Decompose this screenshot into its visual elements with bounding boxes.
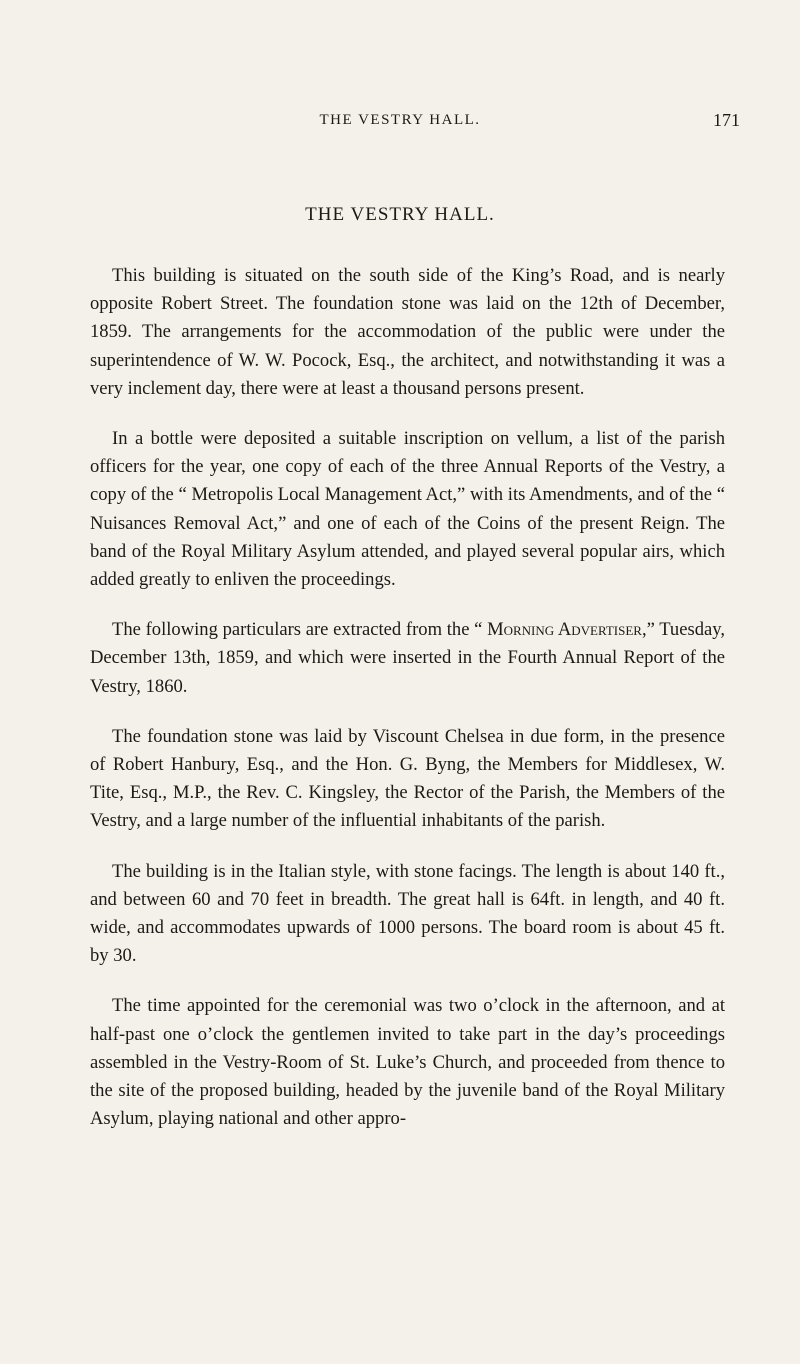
- paragraph-text: The following particulars are extracted from the “: [112, 619, 488, 641]
- paragraph: The building is in the Italian style, with stone facings. The length is about 140 ft., and between 60 and 70 feet in breadth. The great hall is 64ft. in length, and 40 ft. wide, and accommodates upwards of 1000 persons. The board room is about 45 ft. by 30.: [90, 860, 725, 967]
- newspaper-name: Morning Advertiser: [487, 619, 642, 641]
- paragraph: This building is situated on the south side of the King’s Road, and is nearly opposite Robert Street. The foundation stone was laid on the 12th of December, 1859. The arrangements for the accommodation of the public were under the superintendence of W. W. Pocock, Esq., the architect, and notwithstanding it was a very inclement day, there were at least a thousand persons present.: [90, 265, 725, 399]
- body-text: [90, 262, 725, 1155]
- paragraph-text: ,” Tuesday, December 13th, 1859, and which were inserted in the Fourth Annual Report of the Vestry, 1860.: [90, 619, 725, 697]
- paragraph: [90, 616, 725, 701]
- paragraph: In a bottle were deposited a suitable inscription on vellum, a list of the parish officers for the year, one copy of each of the three Annual Reports of the Vestry, a copy of the “ Metropolis Local Management Act,” with its Amendments, and of the “ Nuisances Removal Act,” and one of each of the Coins of the present Reign. The band of the Royal Military Asylum attended, and played several popular airs, which added greatly to enliven the proceedings.: [90, 428, 725, 591]
- paragraph: The time appointed for the ceremonial was two o’clock in the afternoon, and at half-past one o’clock the gentlemen invited to take part in the day’s proceedings assembled in the Vestry-Room of St. Luke’s Church, and proceeded from thence to the site of the proposed building, headed by the juvenile band of the Royal Military Asylum, playing national and other appro-: [90, 995, 725, 1130]
- paragraph: The foundation stone was laid by Viscount Chelsea in due form, in the presence of Robert Hanbury, Esq., and the Hon. G. Byng, the Members for Middlesex, W. Tite, Esq., M.P., the Rev. C. Kingsley, the Rector of the Parish, the Members of the Vestry, and a large number of the influential inhabitants of the parish.: [90, 725, 725, 832]
- page-number: 171: [713, 110, 740, 130]
- chapter-title: THE VESTRY HALL.: [305, 204, 495, 225]
- running-head: [0, 108, 800, 132]
- running-title: THE VESTRY HALL.: [319, 112, 481, 128]
